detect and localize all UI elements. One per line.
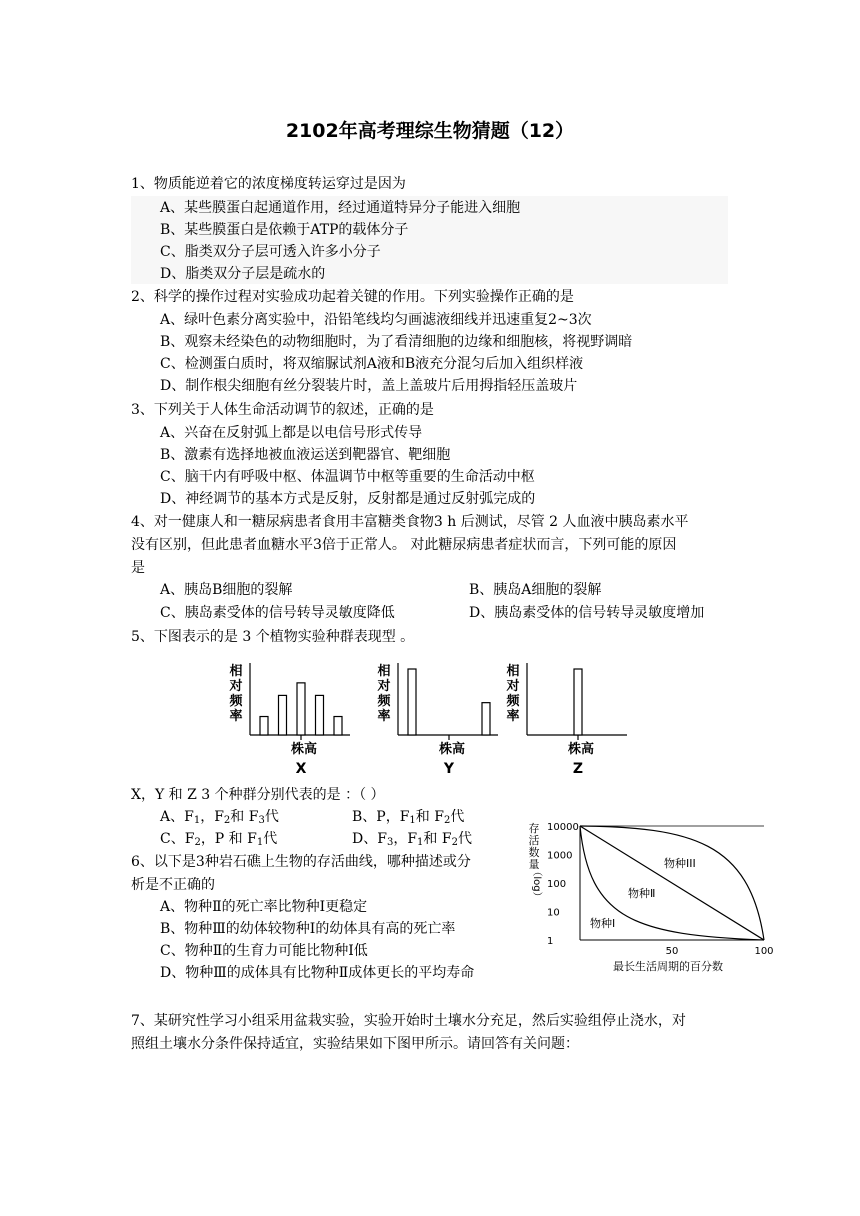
q6-option-c: C、物种Ⅱ的生育力可能比物种Ⅰ低 xyxy=(160,943,368,959)
q5-stem: 5、下图表示的是 3 个植物实验种群表现型 。 xyxy=(131,629,415,645)
q1-option-c: C、脂类双分子层可透入许多小分子 xyxy=(160,244,381,260)
q6-y-tick-label: 1 xyxy=(547,936,554,947)
q5-panel-label: X xyxy=(295,761,307,777)
q6-option-b: B、物种Ⅲ的幼体较物种Ⅰ的幼体具有高的死亡率 xyxy=(160,921,456,937)
q3-option-d: D、神经调节的基本方式是反射，反射都是通过反射弧完成的 xyxy=(160,491,536,507)
q6-ylabel-unit: （log） xyxy=(531,866,542,902)
q3-stem: 3、下列关于人体生命活动调节的叙述，正确的是 xyxy=(131,402,434,418)
q6-label-species-1: 物种Ⅰ xyxy=(590,917,616,930)
q6-x-tick-label: 50 xyxy=(665,946,679,957)
q5-bar xyxy=(297,683,305,735)
q6-x-tick-label: 100 xyxy=(754,946,774,957)
q4-option-b: B、胰岛A细胞的裂解 xyxy=(469,582,602,598)
q5-bar xyxy=(316,695,324,735)
q5-option-a: A、$F_1$，$F_2$和 $F_3$代 xyxy=(160,809,279,826)
q5-ylabel: 相对频率 xyxy=(377,664,391,724)
q5-bar xyxy=(279,695,287,735)
q6-y-tick-label: 10000 xyxy=(547,822,579,833)
q5-panel-z xyxy=(505,663,627,777)
q7-stem-line-1: 7、某研究性学习小组采用盆栽实验，实验开始时土壤水分充足，然后实验组停止浇水，对 xyxy=(131,1013,686,1029)
q6-y-tick-label: 10 xyxy=(547,907,560,919)
q5-bar xyxy=(334,717,342,735)
q2-option-a: A、绿叶色素分离实验中，沿铅笔线均匀画滤液细线并迅速重复2~3次 xyxy=(160,312,592,328)
q4-stem-line-1: 4、对一健康人和一糖尿病患者食用丰富糖类食物3 h 后测试，尽管 2 人血液中胰岛素水平 xyxy=(131,514,689,530)
q7-stem-line-2: 照组土壤水分条件保持适宜，实验结果如下图甲所示。请回答有关问题： xyxy=(131,1036,579,1052)
q2-option-d: D、制作根尖细胞有丝分裂装片时，盖上盖玻片后用拇指轻压盖玻片 xyxy=(160,378,578,394)
q6-y-tick-label: 100 xyxy=(547,879,567,890)
q5-bar xyxy=(574,669,582,735)
q5-option-b: B、P，$F_1$和 $F_2$代 xyxy=(352,809,465,826)
q2-stem: 2、科学的操作过程对实验成功起着关键的作用。下列实验操作正确的是 xyxy=(131,289,574,305)
q5-panel-x xyxy=(228,663,350,777)
q6-ylabel: 存活数量 xyxy=(528,822,540,871)
q6-stem-line-2: 析是不正确的 xyxy=(131,877,215,893)
q3-option-b: B、激素有选择地被血液运送到靶器官、靶细胞 xyxy=(160,447,451,463)
q6-label-species-2: 物种Ⅱ xyxy=(628,887,656,900)
q1-option-b: B、某些膜蛋白是依赖于ATP的载体分子 xyxy=(160,222,409,238)
q5-panel-label: Y xyxy=(443,761,455,777)
q6-option-d: D、物种Ⅲ的成体具有比物种Ⅱ成体更长的平均寿命 xyxy=(160,965,475,981)
q2-option-b: B、观察未经染色的动物细胞时，为了看清细胞的边缘和细胞核，将视野调暗 xyxy=(160,334,633,350)
q5-followup: X，Y 和 Z 3 个种群分别代表的是 ：（ ） xyxy=(131,787,385,803)
q2-option-c: C、检测蛋白质时，将双缩脲试剂A液和B液充分混匀后加入组织样液 xyxy=(160,356,584,372)
q4-stem-line-2: 没有区别，但此患者血糖水平3倍于正常人。 对此糖尿病患者症状而言，下列可能的原因 xyxy=(131,537,677,553)
q3-option-c: C、脑干内有呼吸中枢、体温调节中枢等重要的生命活动中枢 xyxy=(160,469,535,485)
q5-histogram-figure xyxy=(226,655,630,779)
q3-option-a: A、兴奋在反射弧上都是以电信号形式传导 xyxy=(160,425,423,441)
q5-xlabel: 株高 xyxy=(567,742,595,757)
q5-bar xyxy=(260,717,268,735)
q5-bar xyxy=(482,703,490,735)
q5-bar xyxy=(408,669,416,735)
q5-panel-y xyxy=(376,663,498,777)
q1-option-a: A、某些膜蛋白起通道作用，经过通道特异分子能进入细胞 xyxy=(160,200,521,216)
q4-stem-line-3: 是 xyxy=(131,560,145,576)
q5-xlabel: 株高 xyxy=(438,742,466,757)
q6-option-a: A、物种Ⅱ的死亡率比物种Ⅰ更稳定 xyxy=(160,899,368,915)
q5-xlabel: 株高 xyxy=(290,742,318,757)
q6-label-species-3: 物种III xyxy=(664,857,696,870)
q4-option-a: A、胰岛B细胞的裂解 xyxy=(160,582,293,598)
q1-option-d: D、脂类双分子层是疏水的 xyxy=(160,266,326,282)
q5-ylabel: 相对频率 xyxy=(229,664,243,724)
q1-stem: 1、物质能逆着它的浓度梯度转运穿过是因为 xyxy=(131,176,406,192)
q4-option-d: D、胰岛素受体的信号转导灵敏度增加 xyxy=(469,605,705,621)
q5-option-d: D、$F_3$，$F_1$和 $F_2$代 xyxy=(352,831,472,848)
q5-panel-label: Z xyxy=(572,761,584,777)
q5-option-c: C、$F_2$，P 和 $F_1$代 xyxy=(160,831,278,848)
q4-option-c: C、胰岛素受体的信号转导灵敏度降低 xyxy=(160,605,395,621)
q6-survivorship-chart xyxy=(518,812,780,974)
q6-stem-line-1: 6、以下是3种岩石礁上生物的存活曲线，哪种描述或分 xyxy=(131,854,471,870)
q5-ylabel: 相对频率 xyxy=(506,664,520,724)
q6-xlabel: 最长生活周期的百分数 xyxy=(613,960,723,973)
q6-y-tick-label: 1000 xyxy=(547,850,573,862)
page-title: 2102年高考理综生物猜题（12） xyxy=(285,120,575,142)
